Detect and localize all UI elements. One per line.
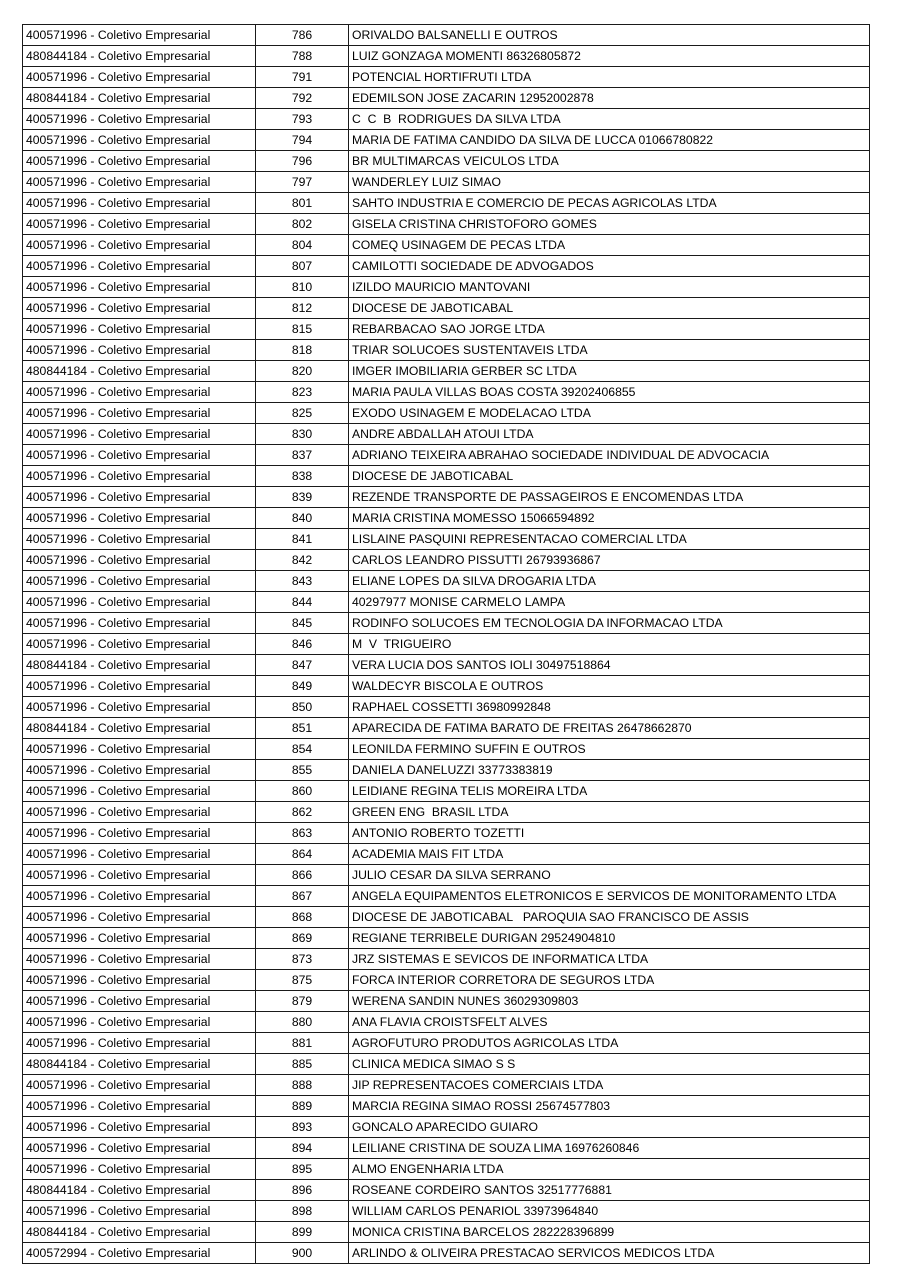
name-cell: RAPHAEL COSSETTI 36980992848	[349, 697, 870, 718]
table-row	[23, 508, 870, 529]
table-row	[23, 697, 870, 718]
plan-cell: 400571996 - Coletivo Empresarial	[23, 298, 256, 319]
name-cell: REGIANE TERRIBELE DURIGAN 29524904810	[349, 928, 870, 949]
records-table-body	[23, 25, 870, 1264]
plan-cell: 400572994 - Coletivo Empresarial	[23, 1243, 256, 1264]
number-cell: 841	[256, 529, 349, 550]
number-cell: 796	[256, 151, 349, 172]
name-cell: IZILDO MAURICIO MANTOVANI	[349, 277, 870, 298]
plan-cell: 400571996 - Coletivo Empresarial	[23, 592, 256, 613]
plan-cell: 400571996 - Coletivo Empresarial	[23, 235, 256, 256]
number-cell: 794	[256, 130, 349, 151]
name-cell: CARLOS LEANDRO PISSUTTI 26793936867	[349, 550, 870, 571]
number-cell: 820	[256, 361, 349, 382]
name-cell: WERENA SANDIN NUNES 36029309803	[349, 991, 870, 1012]
table-row	[23, 823, 870, 844]
table-row	[23, 46, 870, 67]
plan-cell: 480844184 - Coletivo Empresarial	[23, 655, 256, 676]
name-cell: RODINFO SOLUCOES EM TECNOLOGIA DA INFORMACAO LTDA	[349, 613, 870, 634]
table-row	[23, 298, 870, 319]
name-cell: LUIZ GONZAGA MOMENTI 86326805872	[349, 46, 870, 67]
table-row	[23, 928, 870, 949]
number-cell: 846	[256, 634, 349, 655]
table-row	[23, 844, 870, 865]
name-cell: FORCA INTERIOR CORRETORA DE SEGUROS LTDA	[349, 970, 870, 991]
number-cell: 801	[256, 193, 349, 214]
plan-cell: 480844184 - Coletivo Empresarial	[23, 718, 256, 739]
plan-cell: 400571996 - Coletivo Empresarial	[23, 1201, 256, 1222]
number-cell: 889	[256, 1096, 349, 1117]
table-row	[23, 718, 870, 739]
name-cell: ARLINDO & OLIVEIRA PRESTACAO SERVICOS MEDICOS LTDA	[349, 1243, 870, 1264]
number-cell: 885	[256, 1054, 349, 1075]
name-cell: LEIDIANE REGINA TELIS MOREIRA LTDA	[349, 781, 870, 802]
name-cell: ROSEANE CORDEIRO SANTOS 32517776881	[349, 1180, 870, 1201]
number-cell: 868	[256, 907, 349, 928]
plan-cell: 480844184 - Coletivo Empresarial	[23, 1054, 256, 1075]
number-cell: 866	[256, 865, 349, 886]
plan-cell: 480844184 - Coletivo Empresarial	[23, 1222, 256, 1243]
name-cell: MARCIA REGINA SIMAO ROSSI 25674577803	[349, 1096, 870, 1117]
name-cell: ANTONIO ROBERTO TOZETTI	[349, 823, 870, 844]
number-cell: 896	[256, 1180, 349, 1201]
table-row	[23, 1180, 870, 1201]
name-cell: MARIA PAULA VILLAS BOAS COSTA 39202406855	[349, 382, 870, 403]
name-cell: MARIA CRISTINA MOMESSO 15066594892	[349, 508, 870, 529]
plan-cell: 400571996 - Coletivo Empresarial	[23, 1117, 256, 1138]
number-cell: 804	[256, 235, 349, 256]
table-row	[23, 151, 870, 172]
plan-cell: 400571996 - Coletivo Empresarial	[23, 277, 256, 298]
name-cell: ANA FLAVIA CROISTSFELT ALVES	[349, 1012, 870, 1033]
number-cell: 893	[256, 1117, 349, 1138]
table-row	[23, 1138, 870, 1159]
number-cell: 894	[256, 1138, 349, 1159]
number-cell: 867	[256, 886, 349, 907]
table-row	[23, 760, 870, 781]
number-cell: 895	[256, 1159, 349, 1180]
number-cell: 869	[256, 928, 349, 949]
number-cell: 802	[256, 214, 349, 235]
plan-cell: 400571996 - Coletivo Empresarial	[23, 1138, 256, 1159]
table-row	[23, 424, 870, 445]
table-row	[23, 235, 870, 256]
name-cell: BR MULTIMARCAS VEICULOS LTDA	[349, 151, 870, 172]
table-row	[23, 1159, 870, 1180]
number-cell: 838	[256, 466, 349, 487]
name-cell: ELIANE LOPES DA SILVA DROGARIA LTDA	[349, 571, 870, 592]
plan-cell: 400571996 - Coletivo Empresarial	[23, 382, 256, 403]
plan-cell: 400571996 - Coletivo Empresarial	[23, 1096, 256, 1117]
number-cell: 791	[256, 67, 349, 88]
plan-cell: 400571996 - Coletivo Empresarial	[23, 466, 256, 487]
table-row	[23, 277, 870, 298]
number-cell: 855	[256, 760, 349, 781]
number-cell: 847	[256, 655, 349, 676]
name-cell: DIOCESE DE JABOTICABAL PAROQUIA SAO FRANCISCO DE ASSIS	[349, 907, 870, 928]
table-row	[23, 193, 870, 214]
plan-cell: 400571996 - Coletivo Empresarial	[23, 172, 256, 193]
number-cell: 849	[256, 676, 349, 697]
name-cell: CAMILOTTI SOCIEDADE DE ADVOGADOS	[349, 256, 870, 277]
name-cell: MONICA CRISTINA BARCELOS 282228396899	[349, 1222, 870, 1243]
plan-cell: 400571996 - Coletivo Empresarial	[23, 424, 256, 445]
name-cell: APARECIDA DE FATIMA BARATO DE FREITAS 26478662870	[349, 718, 870, 739]
name-cell: MARIA DE FATIMA CANDIDO DA SILVA DE LUCCA 01066780822	[349, 130, 870, 151]
number-cell: 880	[256, 1012, 349, 1033]
name-cell: TRIAR SOLUCOES SUSTENTAVEIS LTDA	[349, 340, 870, 361]
name-cell: LEONILDA FERMINO SUFFIN E OUTROS	[349, 739, 870, 760]
number-cell: 815	[256, 319, 349, 340]
table-row	[23, 655, 870, 676]
table-row	[23, 634, 870, 655]
table-row	[23, 529, 870, 550]
name-cell: EXODO USINAGEM E MODELACAO LTDA	[349, 403, 870, 424]
table-row	[23, 1201, 870, 1222]
plan-cell: 400571996 - Coletivo Empresarial	[23, 508, 256, 529]
table-row	[23, 949, 870, 970]
number-cell: 793	[256, 109, 349, 130]
plan-cell: 400571996 - Coletivo Empresarial	[23, 886, 256, 907]
number-cell: 807	[256, 256, 349, 277]
name-cell: VERA LUCIA DOS SANTOS IOLI 30497518864	[349, 655, 870, 676]
table-row	[23, 403, 870, 424]
plan-cell: 400571996 - Coletivo Empresarial	[23, 613, 256, 634]
plan-cell: 400571996 - Coletivo Empresarial	[23, 529, 256, 550]
name-cell: COMEQ USINAGEM DE PECAS LTDA	[349, 235, 870, 256]
plan-cell: 400571996 - Coletivo Empresarial	[23, 403, 256, 424]
table-row	[23, 865, 870, 886]
number-cell: 825	[256, 403, 349, 424]
plan-cell: 400571996 - Coletivo Empresarial	[23, 1159, 256, 1180]
table-row	[23, 1096, 870, 1117]
name-cell: CLINICA MEDICA SIMAO S S	[349, 1054, 870, 1075]
name-cell: WANDERLEY LUIZ SIMAO	[349, 172, 870, 193]
table-row	[23, 592, 870, 613]
plan-cell: 400571996 - Coletivo Empresarial	[23, 340, 256, 361]
number-cell: 863	[256, 823, 349, 844]
plan-cell: 400571996 - Coletivo Empresarial	[23, 676, 256, 697]
table-row	[23, 130, 870, 151]
table-row	[23, 991, 870, 1012]
number-cell: 788	[256, 46, 349, 67]
number-cell: 900	[256, 1243, 349, 1264]
plan-cell: 400571996 - Coletivo Empresarial	[23, 823, 256, 844]
plan-cell: 400571996 - Coletivo Empresarial	[23, 487, 256, 508]
number-cell: 899	[256, 1222, 349, 1243]
number-cell: 845	[256, 613, 349, 634]
table-row	[23, 319, 870, 340]
number-cell: 842	[256, 550, 349, 571]
plan-cell: 400571996 - Coletivo Empresarial	[23, 634, 256, 655]
plan-cell: 400571996 - Coletivo Empresarial	[23, 67, 256, 88]
number-cell: 786	[256, 25, 349, 46]
number-cell: 875	[256, 970, 349, 991]
table-row	[23, 487, 870, 508]
table-row	[23, 67, 870, 88]
table-row	[23, 1012, 870, 1033]
plan-cell: 400571996 - Coletivo Empresarial	[23, 130, 256, 151]
name-cell: EDEMILSON JOSE ZACARIN 12952002878	[349, 88, 870, 109]
plan-cell: 400571996 - Coletivo Empresarial	[23, 907, 256, 928]
table-row	[23, 88, 870, 109]
name-cell: REBARBACAO SAO JORGE LTDA	[349, 319, 870, 340]
name-cell: GREEN ENG BRASIL LTDA	[349, 802, 870, 823]
number-cell: 864	[256, 844, 349, 865]
table-row	[23, 907, 870, 928]
number-cell: 818	[256, 340, 349, 361]
number-cell: 851	[256, 718, 349, 739]
plan-cell: 400571996 - Coletivo Empresarial	[23, 760, 256, 781]
table-row	[23, 739, 870, 760]
name-cell: JIP REPRESENTACOES COMERCIAIS LTDA	[349, 1075, 870, 1096]
number-cell: 850	[256, 697, 349, 718]
plan-cell: 400571996 - Coletivo Empresarial	[23, 445, 256, 466]
plan-cell: 400571996 - Coletivo Empresarial	[23, 844, 256, 865]
table-row	[23, 25, 870, 46]
name-cell: WILLIAM CARLOS PENARIOL 33973964840	[349, 1201, 870, 1222]
number-cell: 840	[256, 508, 349, 529]
name-cell: DIOCESE DE JABOTICABAL	[349, 466, 870, 487]
number-cell: 823	[256, 382, 349, 403]
name-cell: DANIELA DANELUZZI 33773383819	[349, 760, 870, 781]
plan-cell: 400571996 - Coletivo Empresarial	[23, 193, 256, 214]
table-row	[23, 550, 870, 571]
table-row	[23, 1117, 870, 1138]
table-row	[23, 214, 870, 235]
plan-cell: 400571996 - Coletivo Empresarial	[23, 1012, 256, 1033]
name-cell: ANDRE ABDALLAH ATOUI LTDA	[349, 424, 870, 445]
table-row	[23, 886, 870, 907]
number-cell: 898	[256, 1201, 349, 1222]
plan-cell: 400571996 - Coletivo Empresarial	[23, 781, 256, 802]
plan-cell: 400571996 - Coletivo Empresarial	[23, 151, 256, 172]
plan-cell: 400571996 - Coletivo Empresarial	[23, 1075, 256, 1096]
name-cell: 40297977 MONISE CARMELO LAMPA	[349, 592, 870, 613]
number-cell: 797	[256, 172, 349, 193]
plan-cell: 400571996 - Coletivo Empresarial	[23, 991, 256, 1012]
plan-cell: 480844184 - Coletivo Empresarial	[23, 361, 256, 382]
number-cell: 810	[256, 277, 349, 298]
name-cell: POTENCIAL HORTIFRUTI LTDA	[349, 67, 870, 88]
table-row	[23, 802, 870, 823]
name-cell: IMGER IMOBILIARIA GERBER SC LTDA	[349, 361, 870, 382]
plan-cell: 400571996 - Coletivo Empresarial	[23, 949, 256, 970]
number-cell: 862	[256, 802, 349, 823]
name-cell: LISLAINE PASQUINI REPRESENTACAO COMERCIAL LTDA	[349, 529, 870, 550]
table-row	[23, 676, 870, 697]
plan-cell: 400571996 - Coletivo Empresarial	[23, 865, 256, 886]
name-cell: SAHTO INDUSTRIA E COMERCIO DE PECAS AGRICOLAS LTDA	[349, 193, 870, 214]
table-row	[23, 1033, 870, 1054]
table-row	[23, 613, 870, 634]
name-cell: DIOCESE DE JABOTICABAL	[349, 298, 870, 319]
table-row	[23, 1243, 870, 1264]
plan-cell: 400571996 - Coletivo Empresarial	[23, 109, 256, 130]
plan-cell: 400571996 - Coletivo Empresarial	[23, 1033, 256, 1054]
plan-cell: 400571996 - Coletivo Empresarial	[23, 256, 256, 277]
table-row	[23, 445, 870, 466]
number-cell: 879	[256, 991, 349, 1012]
name-cell: ADRIANO TEIXEIRA ABRAHAO SOCIEDADE INDIVIDUAL DE ADVOCACIA	[349, 445, 870, 466]
table-row	[23, 466, 870, 487]
table-row	[23, 340, 870, 361]
name-cell: ALMO ENGENHARIA LTDA	[349, 1159, 870, 1180]
number-cell: 881	[256, 1033, 349, 1054]
plan-cell: 480844184 - Coletivo Empresarial	[23, 1180, 256, 1201]
table-row	[23, 109, 870, 130]
table-row	[23, 382, 870, 403]
table-row	[23, 970, 870, 991]
table-row	[23, 1075, 870, 1096]
plan-cell: 400571996 - Coletivo Empresarial	[23, 697, 256, 718]
number-cell: 812	[256, 298, 349, 319]
number-cell: 792	[256, 88, 349, 109]
number-cell: 843	[256, 571, 349, 592]
name-cell: AGROFUTURO PRODUTOS AGRICOLAS LTDA	[349, 1033, 870, 1054]
name-cell: GONCALO APARECIDO GUIARO	[349, 1117, 870, 1138]
plan-cell: 400571996 - Coletivo Empresarial	[23, 214, 256, 235]
number-cell: 854	[256, 739, 349, 760]
plan-cell: 400571996 - Coletivo Empresarial	[23, 928, 256, 949]
name-cell: LEILIANE CRISTINA DE SOUZA LIMA 16976260846	[349, 1138, 870, 1159]
name-cell: ANGELA EQUIPAMENTOS ELETRONICOS E SERVICOS DE MONITORAMENTO LTDA	[349, 886, 870, 907]
name-cell: JULIO CESAR DA SILVA SERRANO	[349, 865, 870, 886]
number-cell: 844	[256, 592, 349, 613]
table-row	[23, 361, 870, 382]
number-cell: 873	[256, 949, 349, 970]
plan-cell: 400571996 - Coletivo Empresarial	[23, 802, 256, 823]
number-cell: 860	[256, 781, 349, 802]
name-cell: M V TRIGUEIRO	[349, 634, 870, 655]
plan-cell: 480844184 - Coletivo Empresarial	[23, 46, 256, 67]
number-cell: 888	[256, 1075, 349, 1096]
name-cell: JRZ SISTEMAS E SEVICOS DE INFORMATICA LTDA	[349, 949, 870, 970]
table-row	[23, 256, 870, 277]
name-cell: ACADEMIA MAIS FIT LTDA	[349, 844, 870, 865]
number-cell: 839	[256, 487, 349, 508]
name-cell: WALDECYR BISCOLA E OUTROS	[349, 676, 870, 697]
name-cell: C C B RODRIGUES DA SILVA LTDA	[349, 109, 870, 130]
table-row	[23, 571, 870, 592]
table-row	[23, 172, 870, 193]
table-row	[23, 781, 870, 802]
number-cell: 837	[256, 445, 349, 466]
plan-cell: 400571996 - Coletivo Empresarial	[23, 25, 256, 46]
plan-cell: 480844184 - Coletivo Empresarial	[23, 88, 256, 109]
table-row	[23, 1054, 870, 1075]
name-cell: ORIVALDO BALSANELLI E OUTROS	[349, 25, 870, 46]
table-row	[23, 1222, 870, 1243]
plan-cell: 400571996 - Coletivo Empresarial	[23, 739, 256, 760]
plan-cell: 400571996 - Coletivo Empresarial	[23, 970, 256, 991]
number-cell: 830	[256, 424, 349, 445]
records-table	[22, 24, 870, 1264]
name-cell: REZENDE TRANSPORTE DE PASSAGEIROS E ENCOMENDAS LTDA	[349, 487, 870, 508]
plan-cell: 400571996 - Coletivo Empresarial	[23, 571, 256, 592]
plan-cell: 400571996 - Coletivo Empresarial	[23, 550, 256, 571]
plan-cell: 400571996 - Coletivo Empresarial	[23, 319, 256, 340]
name-cell: GISELA CRISTINA CHRISTOFORO GOMES	[349, 214, 870, 235]
